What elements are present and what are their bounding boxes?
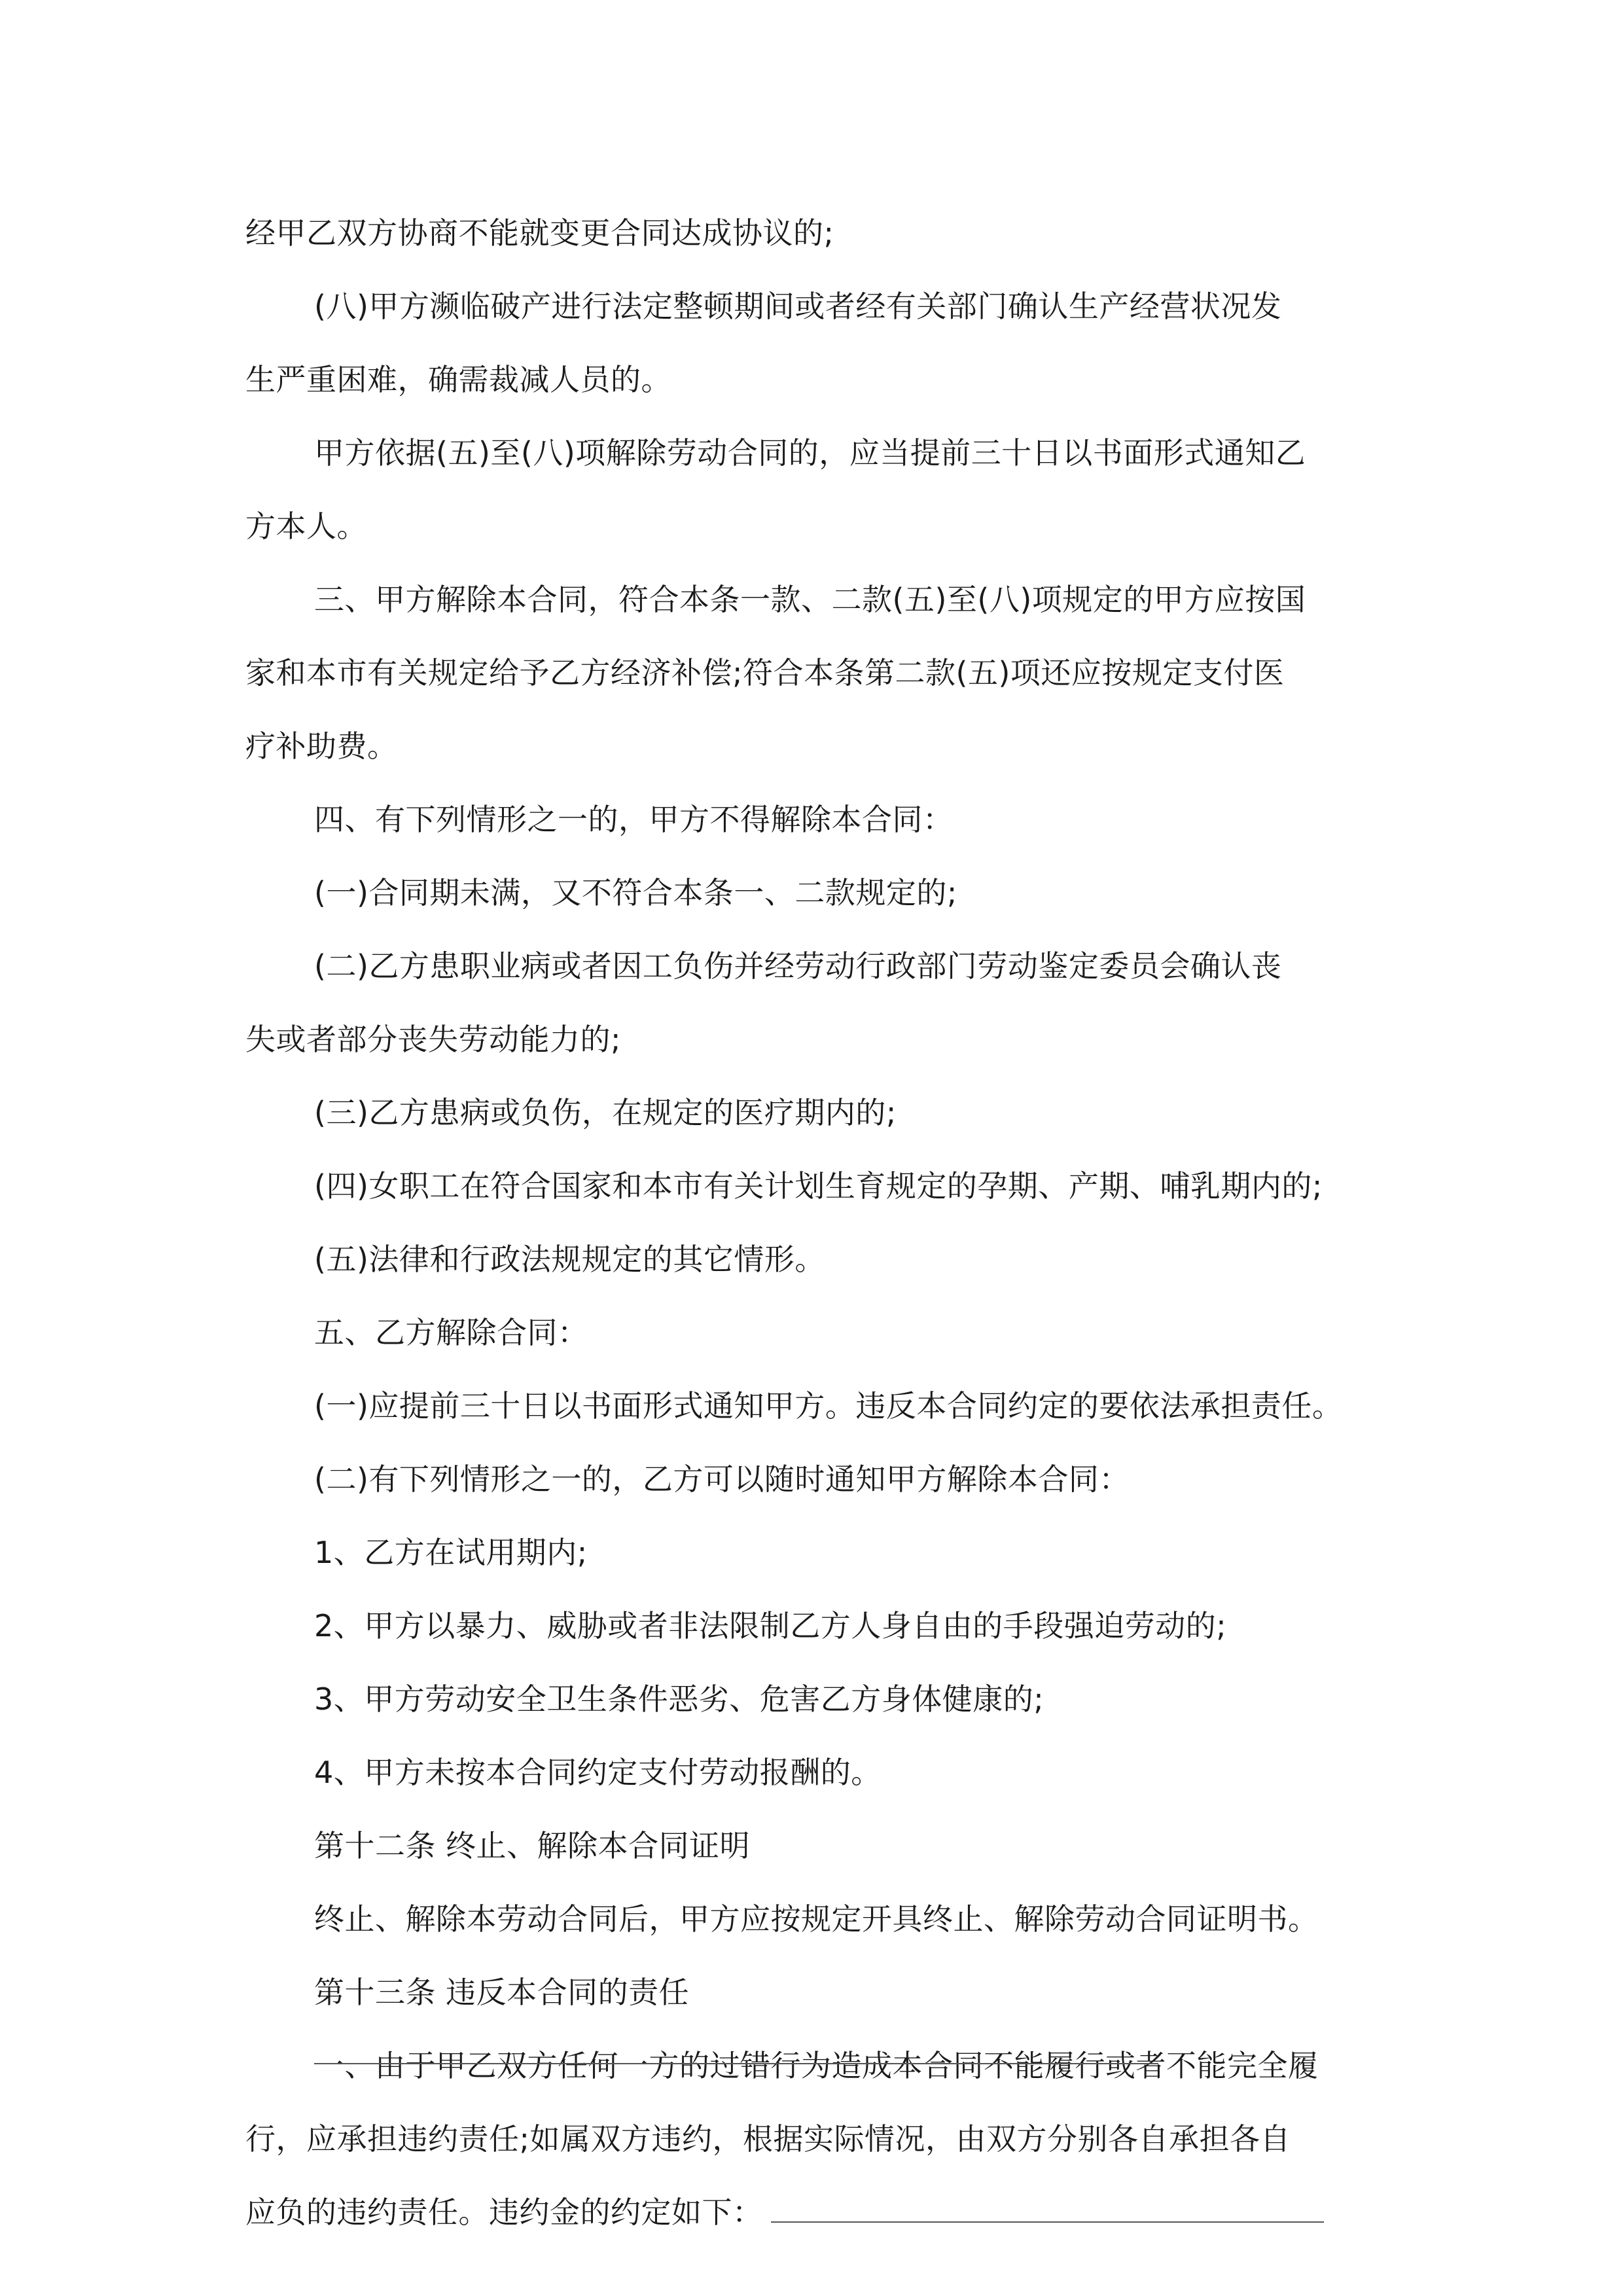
text-line-17: (一)应提前三十日以书面形式通知甲方。违反本合同约定的要依法承担责任。 [314,1388,1343,1424]
text-line-18: (二)有下列情形之一的，乙方可以随时通知甲方解除本合同： [314,1462,1130,1497]
text-line-7: 家和本市有关规定给予乙方经济补偿;符合本条第二款(五)项还应按规定支付医 [245,655,1285,691]
text-line-13: (三)乙方患病或负伤，在规定的医疗期内的; [314,1095,897,1130]
section-heading-12: 第十二条 终止、解除本合同证明 [314,1828,751,1863]
text-line-16: 五、乙方解除合同： [314,1315,588,1350]
text-line-4: 甲方依据(五)至(八)项解除劳动合同的，应当提前三十日以书面形式通知乙 [314,435,1306,471]
text-line-15: (五)法律和行政法规规定的其它情形。 [314,1242,825,1277]
text-line-10: (一)合同期未满，又不符合本条一、二款规定的; [314,875,957,910]
text-line-6: 三、甲方解除本合同，符合本条一款、二款(五)至(八)项规定的甲方应按国 [314,582,1306,617]
text-line-27: 行，应承担违约责任;如属双方违约，根据实际情况，由双方分别各自承担各自 [245,2121,1291,2157]
text-line-9: 四、有下列情形之一的，甲方不得解除本合同： [314,802,954,837]
text-line-12: 失或者部分丧失劳动能力的; [245,1022,621,1057]
section-heading-13: 第十三条 违反本合同的责任 [314,1975,690,2010]
text-line-1: 经甲乙双方协商不能就变更合同达成协议的; [245,215,834,251]
text-line-5: 方本人。 [245,509,367,544]
text-line-11: (二)乙方患职业病或者因工负伤并经劳动行政部门劳动鉴定委员会确认丧 [314,948,1282,984]
text-line-28: 应负的违约责任。违约金的约定如下： [245,2176,1397,2249]
text-line-14: (四)女职工在符合国家和本市有关计划生育规定的孕期、产期、哺乳期内的; [314,1168,1323,1204]
contract-text [245,196,1397,2249]
text-line-21: 3、甲方劳动安全卫生条件恶劣、危害乙方身体健康的; [314,1681,1044,1717]
text-line-3: 生严重困难，确需裁减人员的。 [245,362,671,397]
text-line-2: (八)甲方濒临破产进行法定整顿期间或者经有关部门确认生产经营状况发 [314,289,1282,324]
penalty-fill-blank-continued [314,2063,1158,2064]
text-line-8: 疗补助费。 [245,728,398,764]
text-line-24: 终止、解除本劳动合同后，甲方应按规定开具终止、解除劳动合同证明书。 [314,1901,1319,1937]
text-line-22: 4、甲方未按本合同约定支付劳动报酬的。 [314,1755,882,1790]
text-line-26: 一、由于甲乙双方任何一方的过错行为造成本合同不能履行或者不能完全履 [314,2048,1319,2083]
text-line-19: 1、乙方在试用期内; [314,1535,588,1570]
penalty-fill-blank [771,2221,1324,2223]
text-line-20: 2、甲方以暴力、威胁或者非法限制乙方人身自由的手段强迫劳动的; [314,1608,1227,1643]
